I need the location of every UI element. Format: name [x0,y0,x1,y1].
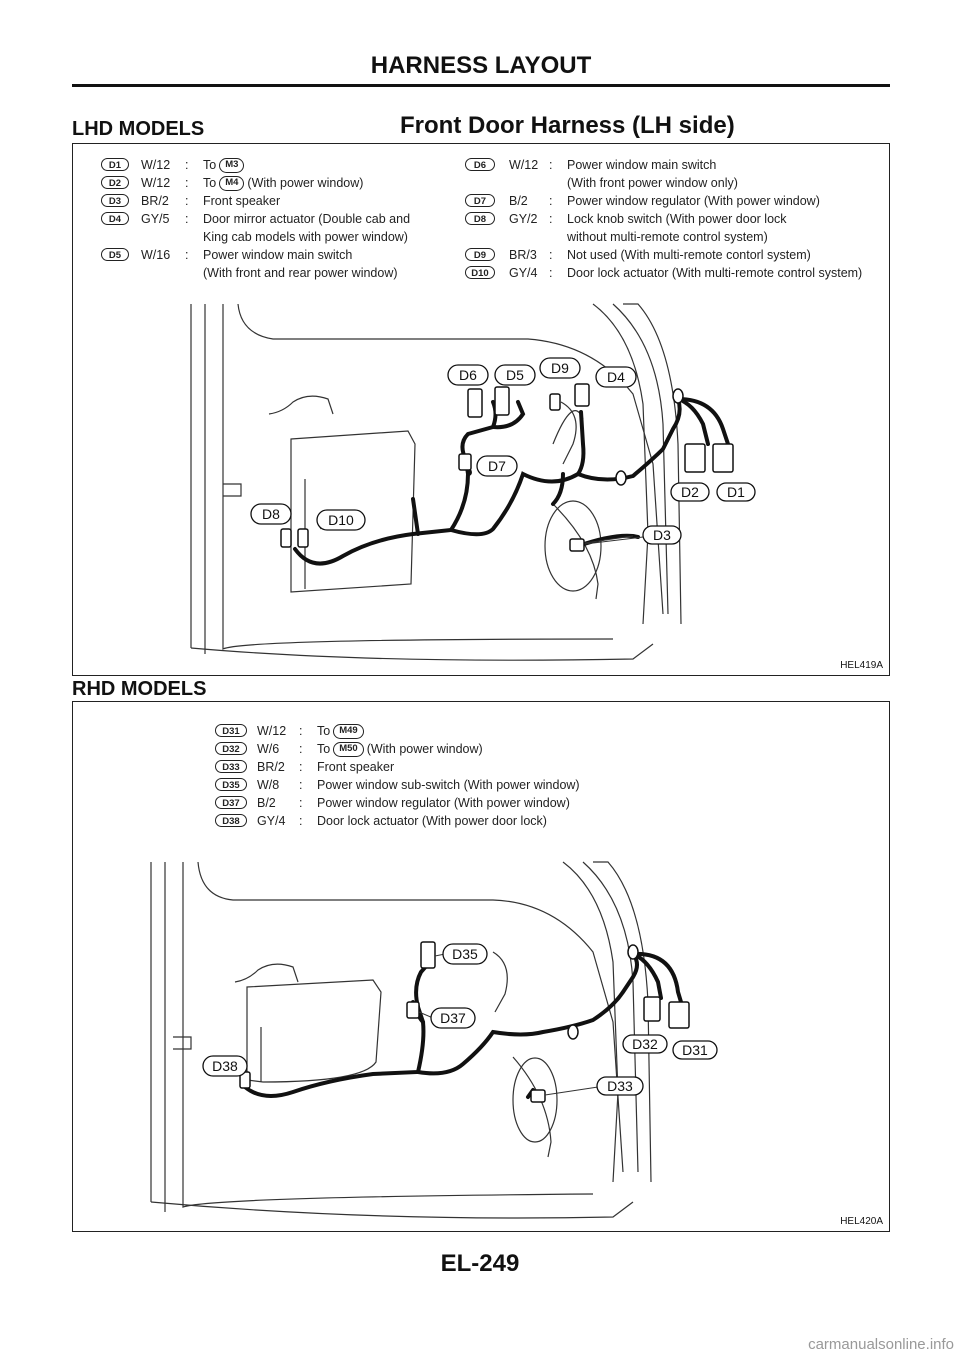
callout-d9 [540,358,580,378]
legend-colon: : [185,176,189,190]
wire-spec: B/2 [509,194,528,208]
callout-d4 [596,367,636,387]
connector-id-badge: D4 [101,212,129,225]
callout-text-d2: D2 [681,484,699,500]
callout-d6 [448,365,488,385]
description-text: Power window sub-switch (With power window) [317,778,580,792]
callout-d5 [495,365,535,385]
legend-colon: : [549,212,553,226]
connector-id-badge: D33 [215,760,247,773]
legend-colon: : [549,248,553,262]
callout-text-d7: D7 [488,458,506,474]
legend-colon: : [185,212,189,226]
connector-d7-shape [459,454,471,470]
description-continuation: without multi-remote control system) [567,230,768,244]
reference-connector-badge: M4 [219,176,244,191]
connector-d8-shape [281,529,291,547]
legend-colon: : [549,266,553,280]
callout-d8 [251,504,291,524]
description-text: To [203,176,217,190]
wire-spec: BR/2 [257,760,285,774]
callout-text-d10: D10 [328,512,354,528]
callout-d3 [643,526,681,544]
callout-text-d8: D8 [262,506,280,522]
description-text: To [317,742,331,756]
lhd-section-title: Front Door Harness (LH side) [400,112,735,139]
connector-id-badge: D35 [215,778,247,791]
description-text: Power window regulator (With power window) [567,194,820,208]
connector-id-badge: D7 [465,194,495,207]
wire-spec: GY/4 [509,266,538,280]
callout-d38 [203,1056,247,1076]
rhd-door-harness-drawing [73,702,889,1231]
description-text: To [203,158,217,172]
legend-colon: : [299,742,303,756]
reference-connector-badge: M49 [333,724,363,739]
connector-d1-shape [713,444,733,472]
callout-text-d6: D6 [459,367,477,383]
callout-d7 [477,456,517,476]
legend-colon: : [185,248,189,262]
wire-spec: GY/2 [509,212,538,226]
description-text: To [317,724,331,738]
description-text: Front speaker [317,760,395,774]
wire-spec: W/16 [141,248,171,262]
legend-colon: : [549,194,553,208]
page-number: EL-249 [440,1250,520,1277]
callout-text-d37: D37 [440,1010,466,1026]
callout-d10 [317,510,365,530]
callout-d33 [597,1077,643,1095]
rhd-harness-main [245,964,428,1096]
description-text: Not used (With multi-remote contorl system) [567,248,811,262]
header-rule [72,84,890,87]
callout-text-d9: D9 [551,360,569,376]
wire-spec: B/2 [257,796,276,810]
description-continuation: (With front power window only) [567,176,738,190]
legend-colon: : [299,814,303,828]
connector-d32-shape [644,997,660,1021]
watermark: carmanualsonline.info [808,1336,954,1353]
callout-text-d33: D33 [607,1078,633,1094]
connector-d10-shape [298,529,308,547]
callout-text-d31: D31 [682,1042,708,1058]
connector-id-badge: D3 [101,194,129,207]
connector-id-badge: D31 [215,724,247,737]
callout-d32 [623,1035,667,1053]
callout-d2 [671,483,709,501]
connector-d6-shape [468,389,482,417]
description-text: Power window main switch [203,248,353,262]
lhd-figure-code: HEL419A [840,660,883,671]
wire-spec: W/12 [141,176,171,190]
connector-id-badge: D10 [465,266,495,279]
callout-text-d3: D3 [653,527,671,543]
wire-spec: W/6 [257,742,280,756]
connector-d2-shape [685,444,705,472]
callout-text-d38: D38 [212,1058,238,1074]
connector-id-badge: D5 [101,248,129,261]
connector-id-badge: D8 [465,212,495,225]
connector-id-badge: D2 [101,176,129,189]
lhd-section-label: LHD MODELS [72,118,205,140]
connector-id-badge: D1 [101,158,129,171]
connector-d4-shape [575,384,589,406]
callout-d37 [431,1008,475,1028]
connector-d37-shape [407,1002,419,1018]
connector-d35-shape [421,942,435,968]
rhd-figure-code: HEL420A [840,1216,883,1227]
description-tail: (With power window) [366,742,483,756]
description-text: Power window regulator (With power window) [317,796,570,810]
description-continuation: (With front and rear power window) [203,266,398,280]
rhd-section-label: RHD MODELS [72,678,207,700]
reference-connector-badge: M3 [219,158,244,173]
connector-d31-shape [669,1002,689,1028]
connector-id-badge: D6 [465,158,495,171]
description-text: Front speaker [203,194,281,208]
connector-d9-shape [550,394,560,410]
wire-spec: W/12 [257,724,287,738]
callout-text-d35: D35 [452,946,478,962]
door-trim-panel [247,980,381,1082]
description-text: Door mirror actuator (Double cab and [203,212,411,226]
callout-text-d5: D5 [506,367,524,383]
callout-text-d1: D1 [727,484,745,500]
lhd-door-harness-drawing [73,144,889,675]
legend-colon: : [549,158,553,172]
rhd-diagram-panel [72,701,890,1232]
wire-spec: W/8 [257,778,280,792]
callout-text-d32: D32 [632,1036,658,1052]
connector-d3-shape [570,539,584,551]
legend-colon: : [185,158,189,172]
description-text: Door lock actuator (With power door lock) [317,814,547,828]
wire-spec: GY/4 [257,814,286,828]
legend-colon: : [299,760,303,774]
connector-id-badge: D32 [215,742,247,755]
legend-colon: : [299,796,303,810]
connector-id-badge: D38 [215,814,247,827]
connector-id-badge: D9 [465,248,495,261]
wire-spec: BR/2 [141,194,169,208]
callout-d1 [717,483,755,501]
connector-d33-shape [531,1090,545,1102]
wire-spec: GY/5 [141,212,170,226]
description-continuation: King cab models with power window) [203,230,408,244]
description-text: Power window main switch [567,158,717,172]
wire-spec: BR/3 [509,248,537,262]
connector-id-badge: D37 [215,796,247,809]
lhd-harness-main [295,402,496,564]
legend-colon: : [299,724,303,738]
wire-spec: W/12 [141,158,171,172]
legend-colon: : [185,194,189,208]
description-tail: (With power window) [247,176,364,190]
legend-colon: : [299,778,303,792]
description-text: Door lock actuator (With multi-remote control system) [567,266,863,280]
description-text: Lock knob switch (With power door lock [567,212,787,226]
callout-text-d4: D4 [607,369,625,385]
wire-spec: W/12 [509,158,539,172]
lhd-diagram-panel [72,143,890,676]
callout-d31 [673,1041,717,1059]
connector-d5-shape [495,387,509,415]
page-header: HARNESS LAYOUT [370,52,592,79]
reference-connector-badge: M50 [333,742,363,757]
callout-d35 [443,944,487,964]
